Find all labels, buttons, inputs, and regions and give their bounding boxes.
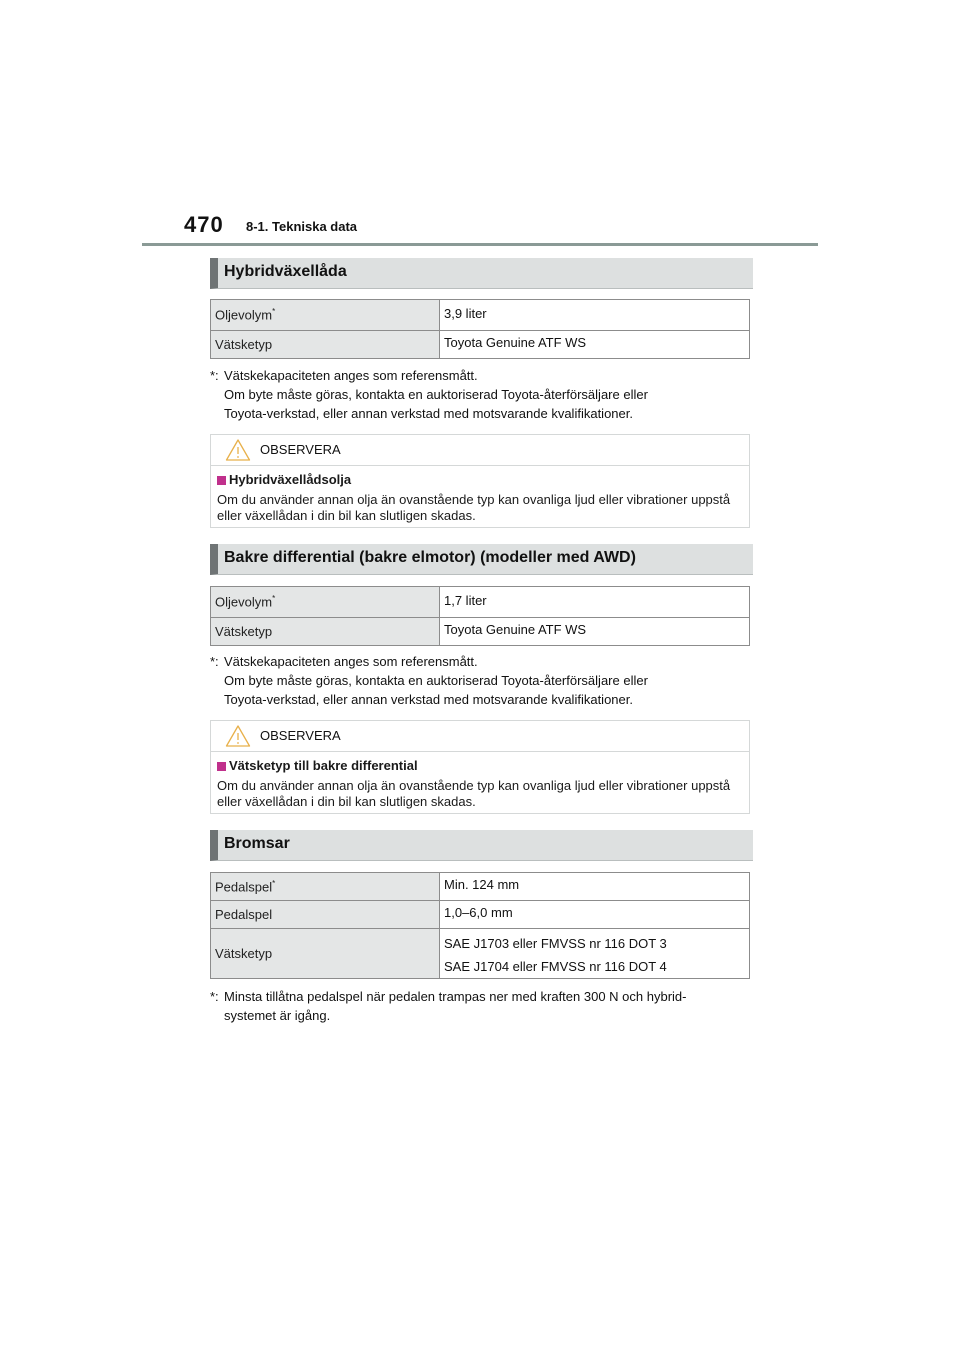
caution-label: OBSERVERA <box>260 728 341 743</box>
warning-triangle-icon <box>225 724 251 748</box>
footnote-star: *: <box>210 654 219 669</box>
row-label: Vätsketyp <box>211 929 440 979</box>
row-value <box>440 929 750 979</box>
section-title-text: Bromsar <box>224 835 290 852</box>
row-value: 1,7 liter <box>440 587 750 618</box>
bullet-square-icon <box>217 476 226 485</box>
footnote-line: Om byte måste göras, kontakta en auktoriserad Toyota-återförsäljare eller <box>224 673 648 688</box>
footnote-line: Toyota-verkstad, eller annan verkstad med motsvarande kvalifikationer. <box>224 692 633 707</box>
table-row <box>211 901 750 929</box>
row-label: Oljevolym* <box>211 587 440 618</box>
caution-box-hybrid-oil <box>210 434 750 528</box>
page-number: 470 <box>184 212 224 237</box>
bullet-square-icon <box>217 762 226 771</box>
caution-subtitle: Vätsketyp till bakre differential <box>229 758 418 773</box>
caution-label: OBSERVERA <box>260 442 341 457</box>
footnote-line: Toyota-verkstad, eller annan verkstad med motsvarande kvalifikationer. <box>224 406 633 421</box>
caution-header <box>211 721 749 752</box>
caution-text: Om du använder annan olja än ovanstående typ kan ovanliga ljud eller vibrationer uppstå eller växellådan i din bil kan slutligen skadas. <box>217 778 731 809</box>
footnote-hybrid-transmission <box>210 366 648 423</box>
footnote-marker: * <box>272 594 276 604</box>
row-label: Pedalspel* <box>211 873 440 901</box>
section-title-hybrid-transmission <box>210 258 753 289</box>
section-title-text: Hybridväxellåda <box>224 263 347 280</box>
warning-triangle-icon <box>225 438 251 462</box>
table-row <box>211 331 750 359</box>
table-row <box>211 618 750 646</box>
spec-table-brakes <box>210 872 750 979</box>
spec-table-hybrid-transmission <box>210 299 750 359</box>
section-title-text: Bakre differential (bakre elmotor) (modeller med AWD) <box>224 549 636 566</box>
spec-table-rear-differential <box>210 586 750 646</box>
footnote-marker: * <box>272 307 276 317</box>
row-value: Toyota Genuine ATF WS <box>440 331 750 359</box>
table-row <box>211 587 750 618</box>
footnote-line: Minsta tillåtna pedalspel när pedalen trampas ner med kraften 300 N och hybrid- <box>224 989 687 1004</box>
footnote-line: Vätskekapaciteten anges som referensmått. <box>224 368 478 383</box>
caution-subtitle: Hybridväxellådsolja <box>229 472 352 487</box>
row-value: 3,9 liter <box>440 300 750 331</box>
footnote-line: Om byte måste göras, kontakta en auktoriserad Toyota-återförsäljare eller <box>224 387 648 402</box>
row-label: Oljevolym* <box>211 300 440 331</box>
footnote-marker: * <box>272 878 276 888</box>
row-label: Vätsketyp <box>211 331 440 359</box>
table-row <box>211 300 750 331</box>
row-value-line: SAE J1703 eller FMVSS nr 116 DOT 3 <box>444 936 667 951</box>
section-reference: 8-1. Tekniska data <box>246 219 358 234</box>
section-title-brakes <box>210 830 753 861</box>
row-label: Vätsketyp <box>211 618 440 646</box>
footnote-line: systemet är igång. <box>224 1008 331 1023</box>
caution-header <box>211 435 749 466</box>
row-value: Toyota Genuine ATF WS <box>440 618 750 646</box>
row-value: Min. 124 mm <box>440 873 750 901</box>
caution-text: Om du använder annan olja än ovanstående typ kan ovanliga ljud eller vibrationer uppstå eller växellådan i din bil kan slutligen skadas. <box>217 492 731 523</box>
table-row <box>211 929 750 979</box>
footnote-line: Vätskekapaciteten anges som referensmått. <box>224 654 478 669</box>
caution-box-rear-differential <box>210 720 750 814</box>
page-header <box>0 0 960 246</box>
row-label: Pedalspel <box>211 901 440 929</box>
header-divider <box>142 243 818 246</box>
footnote-star: *: <box>210 368 219 383</box>
table-row <box>211 873 750 901</box>
footnote-brakes <box>210 987 686 1025</box>
row-value: 1,0–6,0 mm <box>440 901 750 929</box>
section-title-rear-differential <box>210 544 753 575</box>
row-value-line: SAE J1704 eller FMVSS nr 116 DOT 4 <box>444 959 667 974</box>
footnote-rear-differential <box>210 652 648 709</box>
footnote-star: *: <box>210 989 219 1004</box>
